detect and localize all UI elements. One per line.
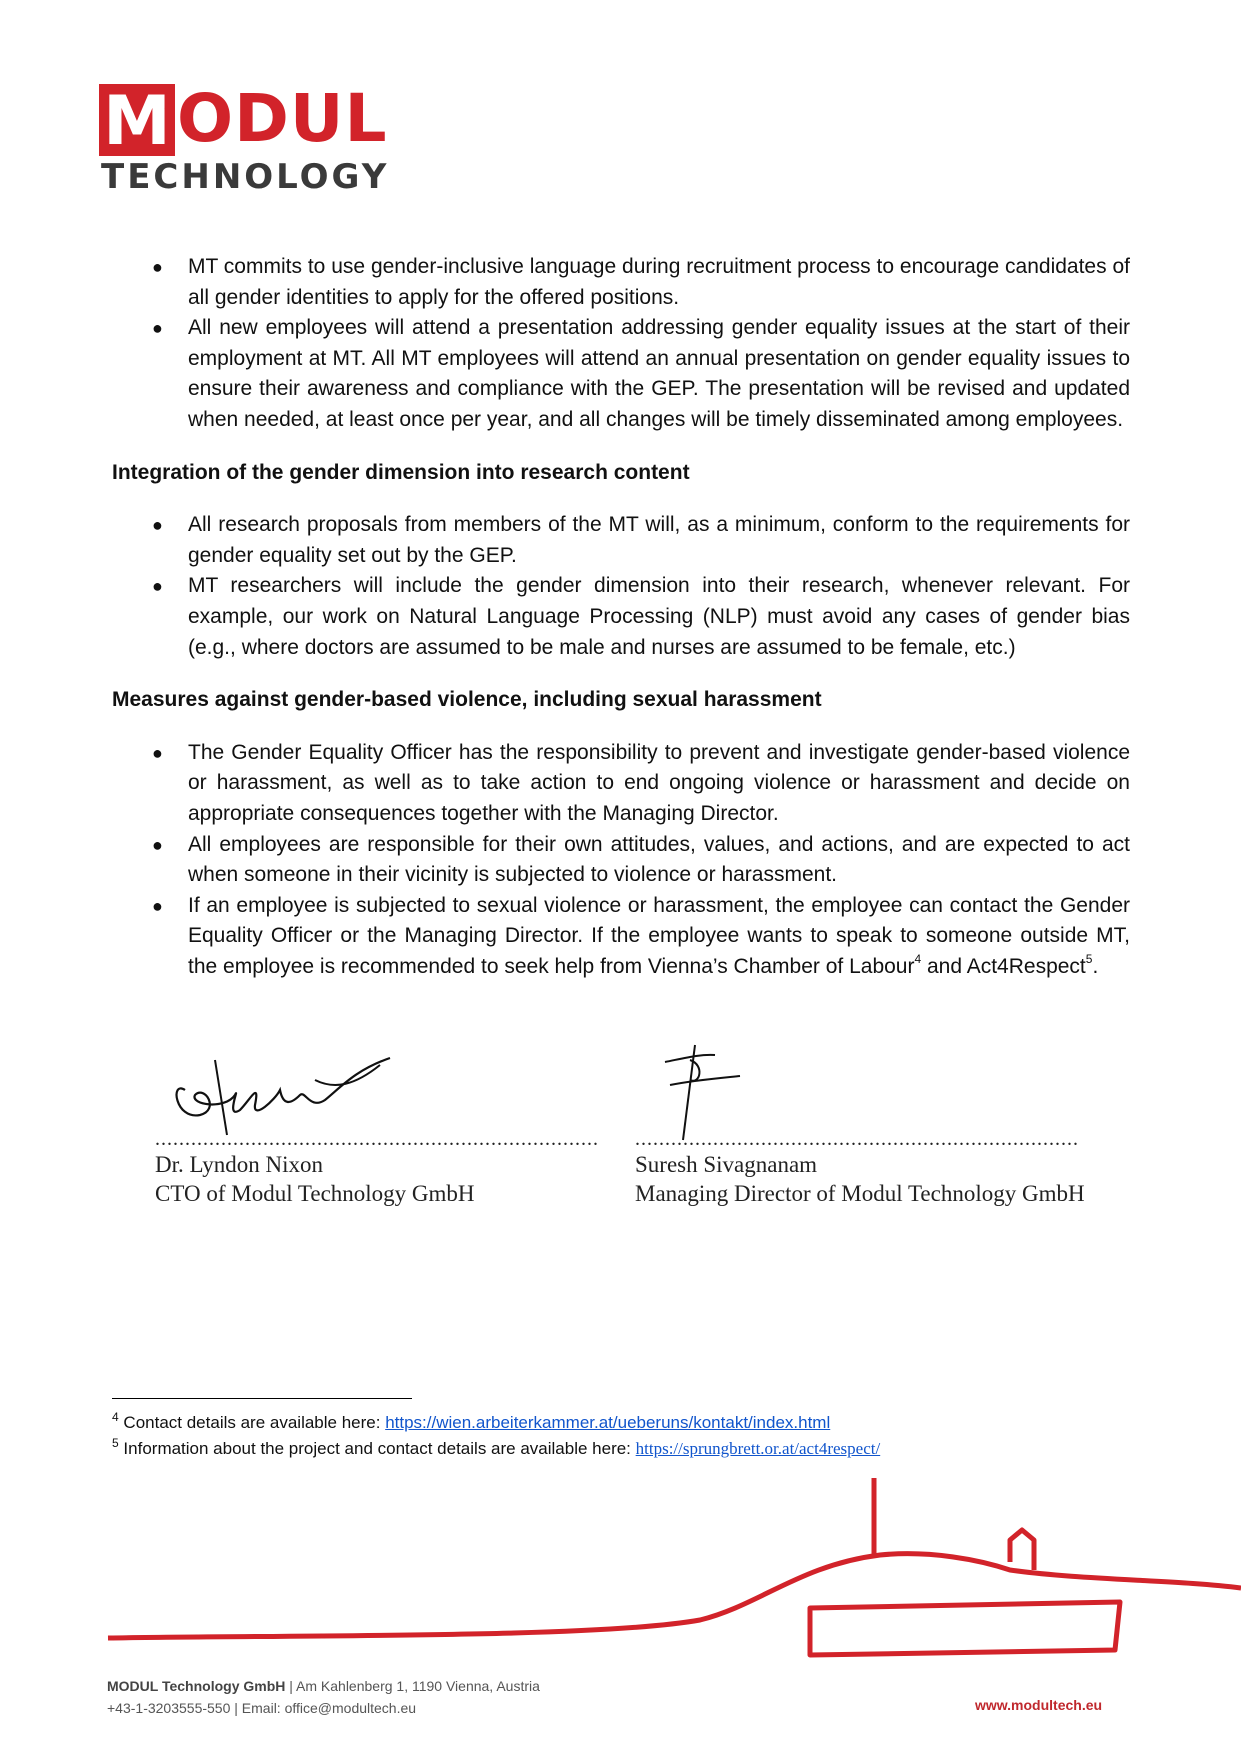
violence-bullet-list	[112, 738, 1130, 983]
logo-name: ODUL	[177, 80, 388, 157]
footnote-ref[interactable]: 4	[914, 951, 922, 966]
research-bullet-list	[112, 510, 1130, 663]
list-item: ● All employees are responsible for their own attitudes, values, and actions, and are expected to act when someone in their vicinity is subjected to violence or harassment.	[112, 830, 1130, 891]
footnote-separator	[112, 1398, 412, 1399]
list-item: ● MT researchers will include the gender dimension into their research, whenever relevant. For example, our work on Natural Language Processing (NLP) must avoid any cases of gender bias (e.g., where doctors are assumed to be male and nurses are assumed to be female, etc.)	[112, 571, 1130, 663]
logo-wordmark	[99, 80, 388, 161]
intro-bullet-list	[112, 252, 1130, 436]
bullet-icon: ●	[152, 576, 163, 597]
footnote-link[interactable]: https://wien.arbeiterkammer.at/ueberuns/kontakt/index.html	[385, 1413, 831, 1432]
signatory-title: Managing Director of Modul Technology GmbH	[635, 1181, 1085, 1206]
bullet-icon: ●	[152, 318, 163, 339]
section-heading-research: Integration of the gender dimension into research content	[112, 460, 690, 484]
signature-area	[155, 1090, 1105, 1290]
footnote-ref[interactable]: 5	[1085, 951, 1093, 966]
bullet-icon: ●	[152, 515, 163, 536]
footer-website[interactable]: www.modultech.eu	[975, 1697, 1103, 1713]
list-item: ● All research proposals from members of the MT will, as a minimum, conform to the requirements for gender equality set out by the GEP.	[112, 510, 1130, 571]
logo-subtitle: TECHNOLOGY	[101, 157, 390, 197]
bullet-icon: ●	[152, 895, 163, 916]
company-logo	[99, 80, 429, 197]
signatory-name: Suresh Sivagnanam	[635, 1152, 818, 1177]
logo-m-block: M	[99, 84, 175, 156]
signatory-title: CTO of Modul Technology GmbH	[155, 1181, 475, 1206]
list-item: ● All new employees will attend a presentation addressing gender equality issues at the start of their employment at MT. All MT employees will attend an annual presentation on gender equality issues to ensure their awareness and compliance with the GEP. The presentation will be revised and updated when needed, at least once per year, and all changes will be timely disseminated among employees.	[112, 313, 1130, 435]
footnote-link[interactable]: https://sprungbrett.or.at/act4respect/	[635, 1439, 881, 1458]
bullet-icon: ●	[152, 742, 163, 763]
list-item: ● If an employee is subjected to sexual violence or harassment, the employee can contact the Gender Equality Officer or the Managing Director. If the employee wants to speak to someone outside MT, the employee is recommended to seek help from Vienna’s Chamber of Labour$^4$ and Act4Respect$^5$.	[112, 891, 1130, 983]
footnote-4: $^4$ Contact details are available here: https://wien.arbeiterkammer.at/ueberuns/kontakt/index.html	[112, 1410, 831, 1432]
list-item: ● The Gender Equality Officer has the responsibility to prevent and investigate gender-based violence or harassment, as well as to take action to end ongoing violence or harassment and decide on appropriate consequences together with the Managing Director.	[112, 738, 1130, 830]
bullet-icon: ●	[152, 257, 163, 277]
bullet-icon: ●	[152, 834, 163, 855]
handwritten-signature	[655, 1040, 775, 1150]
signatory-name: Dr. Lyndon Nixon	[155, 1152, 324, 1177]
page-footer: MODUL Technology GmbH | Am Kahlenberg 1, 1190 Vienna, Austria +43-1-3203555-550 | Email: office@modultech.eu	[107, 1678, 540, 1716]
footnote-5: $^5$ Information about the project and contact details are available here: https://sprungbrett.or.at/act4respect/	[112, 1436, 881, 1458]
signature-block-cto: .......................................................................... Dr. Lyndon Nixon CTO of Modul Technology GmbH	[155, 1090, 625, 1208]
document-body	[112, 252, 1130, 982]
handwritten-signature	[165, 1050, 395, 1140]
list-item: ● MT commits to use gender-inclusive language during recruitment process to encourage candidates of all gender identities to apply for the offered positions.	[112, 252, 1130, 313]
footnotes	[112, 1410, 880, 1462]
section-heading-violence: Measures against gender-based violence, including sexual harassment	[112, 688, 822, 712]
signature-block-md: .......................................................................... Suresh Sivagnanam Managing Director of Modul Technology GmbH	[635, 1090, 1105, 1208]
skyline-decoration-icon	[0, 1470, 1241, 1670]
